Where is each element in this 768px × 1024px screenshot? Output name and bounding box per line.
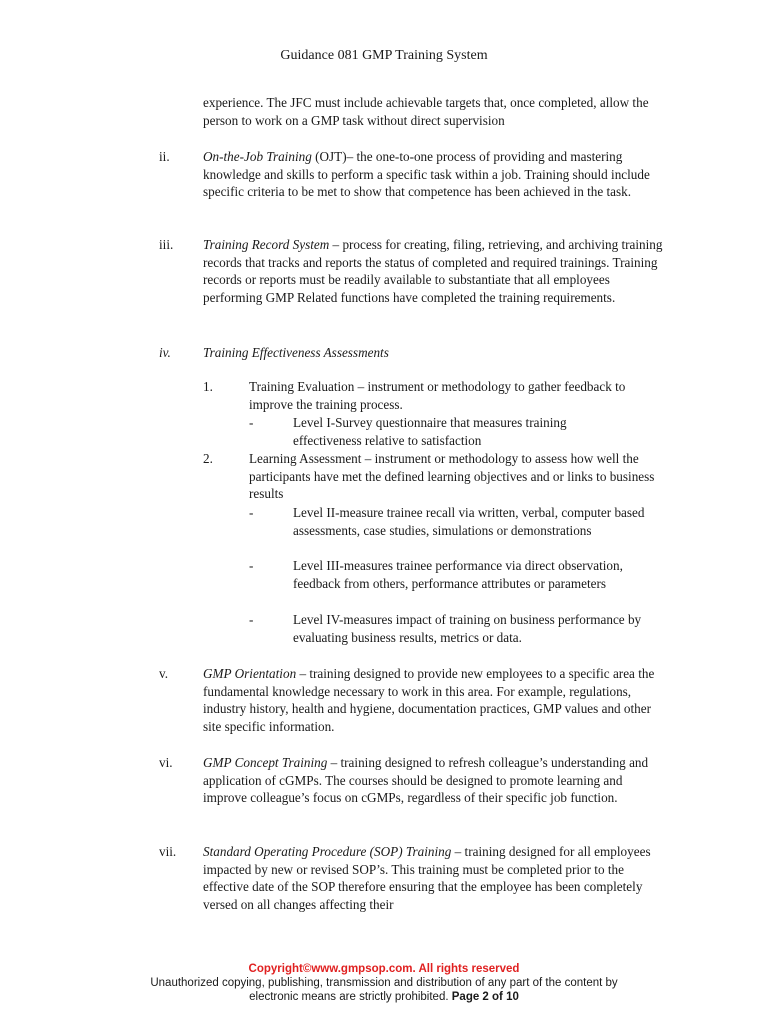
- item-number: vi.: [159, 755, 173, 770]
- definition-text: – training designed to provide new employees to a specific area the fundamental knowledge necessary to work in this area. For example, regulations, industry history, health and hygiene, documentation practices, GMP values and other site specific information.: [203, 666, 655, 735]
- item-number: v.: [159, 666, 169, 681]
- definition-text: – process for creating, filing, retrieving, and archiving training records that tracks and reports the status of completed and required trainings. Training records or reports must be readily available to substantiate that all employees performing GMP Related functions have completed the training requirements.: [203, 237, 663, 306]
- defined-term: GMP Concept Training: [203, 755, 328, 770]
- definition-paragraph: [203, 236, 663, 307]
- section-heading: [203, 344, 663, 362]
- definition-paragraph: [203, 754, 663, 807]
- page-footer: [0, 962, 768, 1004]
- defined-term: Training Record System: [203, 237, 330, 252]
- bullet-dash: -: [249, 558, 254, 573]
- item-number: iii.: [159, 237, 174, 252]
- defined-term: On-the-Job Training: [203, 149, 312, 164]
- item-number: vii.: [159, 844, 177, 859]
- definition-paragraph: [203, 665, 663, 736]
- definition-paragraph: [203, 148, 663, 201]
- sub-item-text: Learning Assessment – instrument or methodology to assess how well the participants have met the defined learning objectives and or links to business results: [249, 451, 655, 502]
- usage-notice-line2: [0, 990, 768, 1004]
- usage-notice-tail: electronic means are strictly prohibited.: [249, 991, 449, 1003]
- definition-text: – training designed for all employees impacted by new or revised SOP’s. This training must be completed prior to the effective date of the SOP therefore ensuring that the employee has been completely versed on all changes affecting their: [203, 844, 651, 913]
- intro-paragraph: experience. The JFC must include achievable targets that, once completed, allow the person to work on a GMP task without direct supervision: [203, 95, 649, 128]
- bullet-text: Level I-Survey questionnaire that measures training effectiveness relative to satisfaction: [293, 415, 567, 448]
- item-number: iv.: [159, 345, 171, 360]
- definition-paragraph: [203, 843, 663, 914]
- bullet-text: Level III-measures trainee performance via direct observation, feedback from others, performance attributes or parameters: [293, 558, 623, 591]
- sub-item-text: Training Evaluation – instrument or methodology to gather feedback to improve the training process.: [249, 379, 626, 412]
- bullet-dash: -: [249, 612, 254, 627]
- bullet-text: Level II-measure trainee recall via written, verbal, computer based assessments, case studies, simulations or demonstrations: [293, 505, 645, 538]
- item-number: ii.: [159, 149, 170, 164]
- page-header: Guidance 081 GMP Training System: [280, 48, 488, 63]
- defined-term: GMP Orientation: [203, 666, 297, 681]
- defined-term: Standard Operating Procedure (SOP) Training: [203, 844, 452, 859]
- bullet-dash: -: [249, 415, 254, 430]
- bullet-text: Level IV-measures impact of training on business performance by evaluating business results, metrics or data.: [293, 612, 642, 645]
- bullet-dash: -: [249, 505, 254, 520]
- definition-text: – training designed to refresh colleague’s understanding and application of cGMPs. The courses should be designed to promote learning and improve colleague’s focus on cGMPs, regardless of their specific job function.: [203, 755, 649, 806]
- defined-term: Training Effectiveness Assessments: [203, 345, 389, 360]
- definition-text: (OJT)– the one-to-one process of providing and mastering knowledge and skills to perform a specific task within a job. Training should include specific criteria to be met to show that competence has been achieved in the task.: [203, 149, 650, 200]
- usage-notice: Unauthorized copying, publishing, transmission and distribution of any part of the content by: [150, 977, 618, 989]
- sub-item-number: 2.: [203, 451, 213, 466]
- sub-item-number: 1.: [203, 379, 213, 394]
- page-number: Page 2 of 10: [451, 991, 519, 1003]
- copyright-notice: Copyright©www.gmpsop.com. All rights reserved: [248, 963, 520, 975]
